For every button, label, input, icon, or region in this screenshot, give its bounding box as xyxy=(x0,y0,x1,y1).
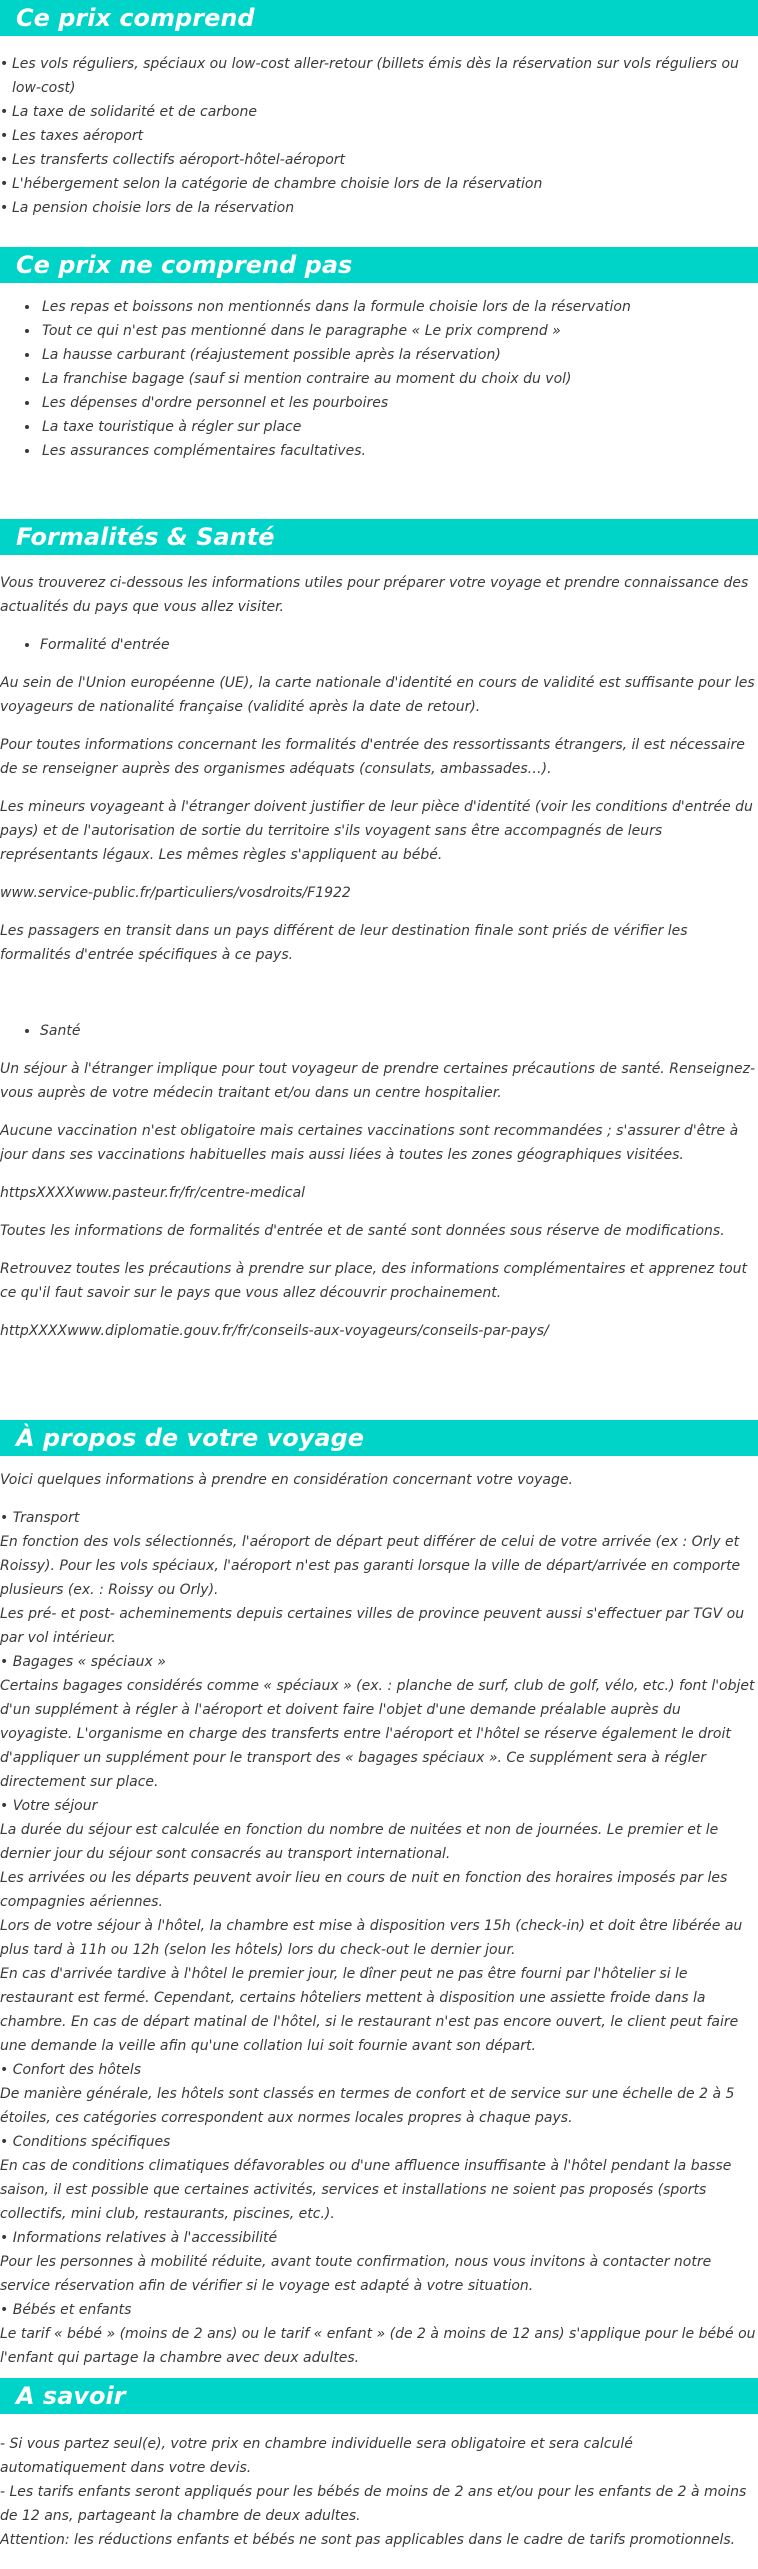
about-paragraph: Pour les personnes à mobilité réduite, avant toute confirmation, nous vous invitons à contacter notre service réservation afin de vérifier si le voyage est adapté à votre situation. xyxy=(0,2254,712,2294)
includes-title: Ce prix comprend xyxy=(0,0,758,36)
about-content xyxy=(0,1468,758,2370)
entry-paragraph: Pour toutes informations concernant les formalités d'entrée des ressortissants étrangers, il est nécessaire de se renseigner auprès des organismes adéquats (consulats, ambassades…). xyxy=(0,737,745,777)
health-paragraph: Aucune vaccination n'est obligatoire mais certaines vaccinations sont recommandées ; s'assurer d'être à jour dans ses vaccinations habituelles mais aussi liées à toutes les zones géographiques visitées. xyxy=(0,1123,739,1163)
know-line: Attention: les réductions enfants et bébés ne sont pas applicables dans le cadre de tarifs promotionnels. xyxy=(0,2532,736,2548)
entry-heading: • Formalité d'entrée xyxy=(40,633,756,657)
about-paragraph: Les pré- et post- acheminements depuis certaines villes de province peuvent aussi s'effectuer par TGV ou par vol intérieur. xyxy=(0,1606,745,1646)
health-paragraph: Retrouvez toutes les précautions à prendre sur place, des informations complémentaires et apprenez tout ce qu'il faut savoir sur le pays que vous allez découvrir prochainement. xyxy=(0,1261,748,1301)
list-item: • La hausse carburant (réajustement possible après la réservation) xyxy=(40,343,758,367)
about-paragraph: Lors de votre séjour à l'hôtel, la chambre est mise à disposition vers 15h (check-in) et doit être libérée au plus tard à 11h ou 12h (selon les hôtels) lors du check-out le dernier jour. xyxy=(0,1918,743,1958)
about-section xyxy=(0,1420,758,2370)
health-paragraph: Toutes les informations de formalités d'entrée et de santé sont données sous réserve de modifications. xyxy=(0,1223,725,1239)
formalities-title: Formalités & Santé xyxy=(0,519,758,555)
health-paragraph: Un séjour à l'étranger implique pour tout voyageur de prendre certaines précautions de santé. Renseignez-vous auprès de votre médecin traitant et/ou dans un centre hospitalier. xyxy=(0,1061,755,1101)
about-paragraph: En cas d'arrivée tardive à l'hôtel le premier jour, le dîner peut ne pas être fourni par l'hôtelier si le restaurant est fermé. Cependant, certains hôteliers mettent à disposition une assiette froide dans la chambre. En cas de départ matinal de l'hôtel, si le restaurant n'est pas encore ouvert, le client peut faire une demande la veille afin qu'une collation lui soit fournie avant son départ. xyxy=(0,1966,739,2054)
list-item: • Les transferts collectifs aéroport-hôtel-aéroport xyxy=(0,148,758,172)
about-paragraph: La durée du séjour est calculée en fonction du nombre de nuitées et non de journées. Le premier et le dernier jour du séjour sont consacrés au transport international. xyxy=(0,1822,719,1862)
about-heading: • Transport xyxy=(0,1510,80,1526)
list-item: • La taxe touristique à régler sur place xyxy=(40,415,758,439)
know-line: - Si vous partez seul(e), votre prix en chambre individuelle sera obligatoire et sera calculé automatiquement dans votre devis. xyxy=(0,2436,633,2476)
about-paragraph: Certains bagages considérés comme « spéciaux » (ex. : planche de surf, club de golf, vélo, etc.) font l'objet d'un supplément à régler à l'aéroport et doivent faire l'objet d'une demande préalable auprès du voyagiste. L'organisme en charge des transferts entre l'aéroport et l'hôtel se réserve également le droit d'appliquer un supplément pour le transport des « bagages spéciaux ». Ce supplément sera à régler directement sur place. xyxy=(0,1678,755,1790)
about-paragraph: Les arrivées ou les départs peuvent avoir lieu en cours de nuit en fonction des horaires imposés par les compagnies aériennes. xyxy=(0,1870,728,1910)
excludes-list xyxy=(0,295,758,463)
know-content xyxy=(0,2432,758,2552)
about-paragraph: En fonction des vols sélectionnés, l'aéroport de départ peut différer de celui de votre arrivée (ex : Orly et Roissy). Pour les vols spéciaux, l'aéroport n'est pas garanti lorsque la ville de départ/arrivée en comporte plusieurs (ex. : Roissy ou Orly). xyxy=(0,1534,741,1598)
health-link[interactable]: httpsXXXXwww.pasteur.fr/fr/centre-medical xyxy=(0,1185,306,1201)
formalities-intro: Vous trouverez ci-dessous les informations utiles pour préparer votre voyage et prendre connaissance des actualités du pays que vous allez visiter. xyxy=(0,575,749,615)
about-heading: • Confort des hôtels xyxy=(0,2062,142,2078)
excludes-section xyxy=(0,247,758,463)
entry-heading-list xyxy=(0,633,756,657)
health-heading: • Santé xyxy=(40,1019,756,1043)
about-heading: • Bébés et enfants xyxy=(0,2302,132,2318)
about-paragraph: De manière générale, les hôtels sont classés en termes de confort et de service sur une échelle de 2 à 5 étoiles, ces catégories correspondent aux normes locales propres à chaque pays. xyxy=(0,2086,735,2126)
list-item: • L'hébergement selon la catégorie de chambre choisie lors de la réservation xyxy=(0,172,758,196)
entry-paragraph: Les passagers en transit dans un pays différent de leur destination finale sont priés de vérifier les formalités d'entrée spécifiques à ce pays. xyxy=(0,923,688,963)
formalities-section xyxy=(0,519,758,1357)
formalities-content xyxy=(0,571,758,1343)
know-line: - Les tarifs enfants seront appliqués pour les bébés de moins de 2 ans et/ou pour les enfants de 2 à moins de 12 ans, partageant la chambre de deux adultes. xyxy=(0,2484,747,2524)
about-heading: • Informations relatives à l'accessibilité xyxy=(0,2230,278,2246)
list-item: • Les repas et boissons non mentionnés dans la formule choisie lors de la réservation xyxy=(40,295,758,319)
entry-paragraph: Les mineurs voyageant à l'étranger doivent justifier de leur pièce d'identité (voir les conditions d'entrée du pays) et de l'autorisation de sortie du territoire s'ils voyagent sans être accompagnés de leurs représentants légaux. Les mêmes règles s'appliquent au bébé. xyxy=(0,799,753,863)
list-item: • La taxe de solidarité et de carbone xyxy=(0,100,758,124)
entry-link[interactable]: www.service-public.fr/particuliers/vosdroits/F1922 xyxy=(0,885,351,901)
list-item: • Les vols réguliers, spéciaux ou low-cost aller-retour (billets émis dès la réservation sur vols réguliers ou low-cost) xyxy=(0,52,758,100)
know-section xyxy=(0,2378,758,2552)
list-item: • La pension choisie lors de la réservation xyxy=(0,196,758,220)
health-heading-list xyxy=(0,1019,756,1043)
list-item: • Tout ce qui n'est pas mentionné dans le paragraphe « Le prix comprend » xyxy=(40,319,758,343)
list-item: • La franchise bagage (sauf si mention contraire au moment du choix du vol) xyxy=(40,367,758,391)
list-item: • Les assurances complémentaires facultatives. xyxy=(40,439,758,463)
includes-section xyxy=(0,0,758,220)
excludes-title: Ce prix ne comprend pas xyxy=(0,247,758,283)
about-heading: • Conditions spécifiques xyxy=(0,2134,171,2150)
entry-paragraph: Au sein de l'Union européenne (UE), la carte nationale d'identité en cours de validité est suffisante pour les voyageurs de nationalité française (validité après la date de retour). xyxy=(0,675,755,715)
about-title: À propos de votre voyage xyxy=(0,1420,758,1456)
health-link[interactable]: httpXXXXwww.diplomatie.gouv.fr/fr/conseils-aux-voyageurs/conseils-par-pays/ xyxy=(0,1323,549,1339)
about-heading: • Bagages « spéciaux » xyxy=(0,1654,166,1670)
list-item: • Les taxes aéroport xyxy=(0,124,758,148)
about-heading: • Votre séjour xyxy=(0,1798,98,1814)
about-paragraph: Le tarif « bébé » (moins de 2 ans) ou le tarif « enfant » (de 2 à moins de 12 ans) s'applique pour le bébé ou l'enfant qui partage la chambre avec deux adultes. xyxy=(0,2326,756,2366)
includes-list xyxy=(0,52,758,220)
list-item: • Les dépenses d'ordre personnel et les pourboires xyxy=(40,391,758,415)
know-title: A savoir xyxy=(0,2378,758,2414)
about-paragraph: En cas de conditions climatiques défavorables ou d'une affluence insuffisante à l'hôtel pendant la basse saison, il est possible que certaines activités, services et installations ne soient pas proposés (sports collectifs, mini club, restaurants, piscines, etc.). xyxy=(0,2158,732,2222)
about-intro: Voici quelques informations à prendre en considération concernant votre voyage. xyxy=(0,1472,573,1488)
